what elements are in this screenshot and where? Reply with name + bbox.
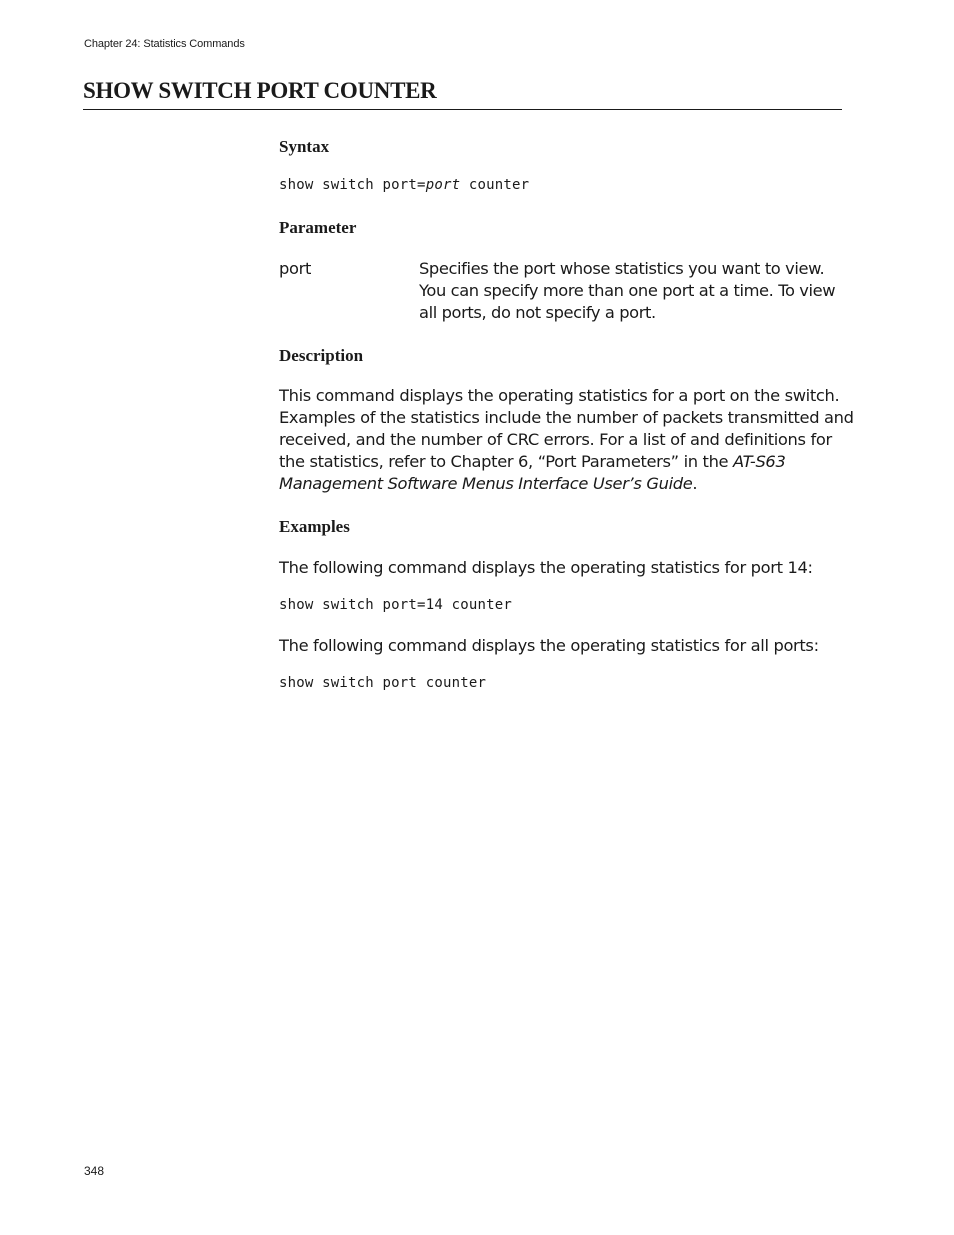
page-number: 348 [84, 1164, 105, 1178]
example-code-1: show switch port=14 counter [279, 597, 512, 613]
description-end: . [692, 474, 698, 493]
syntax-heading: Syntax [279, 137, 330, 156]
description-heading: Description [279, 346, 364, 365]
description-text [279, 385, 854, 495]
syntax-code-suffix: counter [460, 177, 530, 193]
parameter-name: port [279, 259, 311, 278]
parameter-description: Specifies the port whose statistics you want to view. You can specify more than one port at a time. To view all ports, do not specify a port. [419, 259, 836, 322]
description-body: This command displays the operating statistics for a port on the switch. Examples of the statistics include the number of packets transmitted and received, and the number of CRC errors. For a list of and definitions for the statistics, refer to Chapter 6, “Port Parameters” in the [279, 386, 854, 471]
syntax-code-param: port [425, 177, 461, 193]
syntax-code-prefix: show switch port= [279, 177, 426, 193]
example-code-2: show switch port counter [279, 675, 487, 691]
parameter-heading: Parameter [279, 218, 357, 237]
syntax-code [279, 177, 529, 193]
running-head: Chapter 24: Statistics Commands [84, 38, 245, 50]
examples-heading: Examples [279, 517, 350, 536]
page-title: SHOW SWITCH PORT COUNTER [83, 78, 437, 103]
title-rule [83, 109, 842, 110]
example-intro-2: The following command displays the operating statistics for all ports: [279, 636, 819, 655]
description-book-title: AT-S63 Management Software Menus Interface User’s Guide [279, 452, 786, 493]
example-intro-1: The following command displays the operating statistics for port 14: [279, 558, 813, 577]
